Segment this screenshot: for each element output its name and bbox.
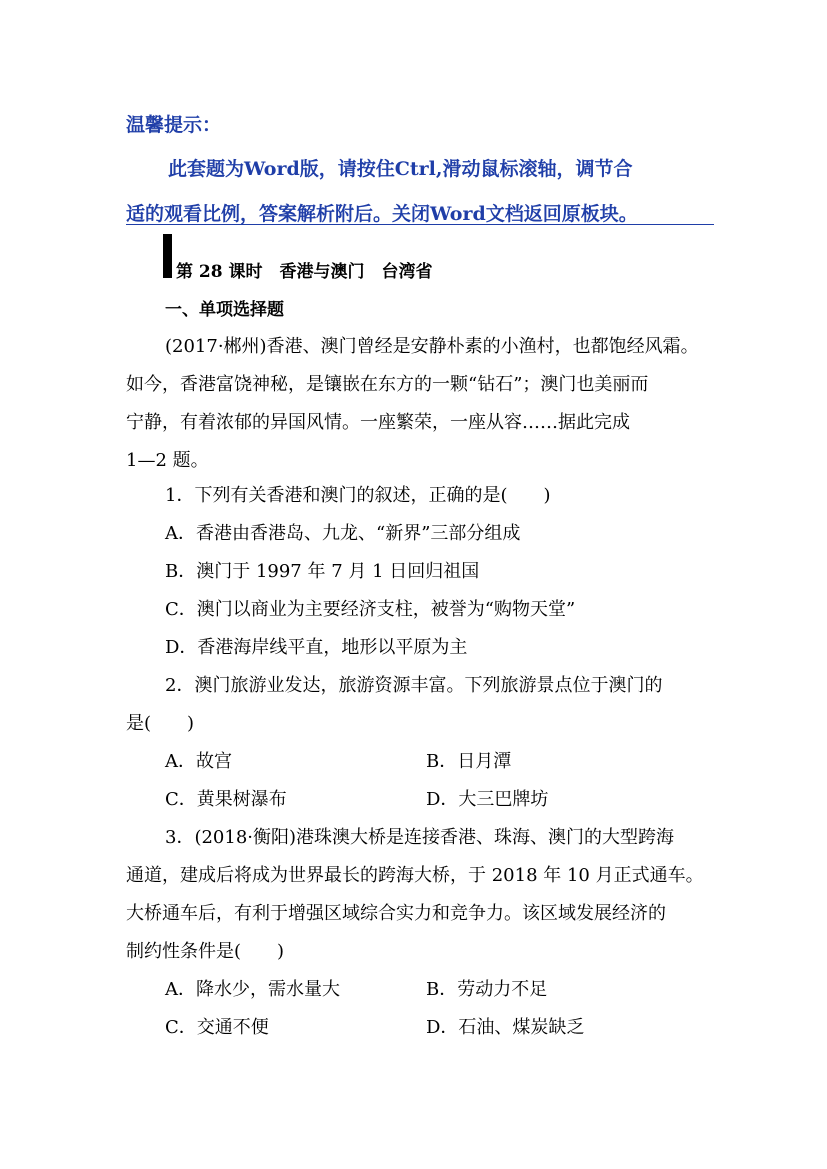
tip-line-1: 此套题为Word版，请按住Ctrl,滑动鼠标滚轴，调节合 <box>168 158 633 180</box>
q3-stem-line-1: 3．(2018·衡阳)港珠澳大桥是连接香港、珠海、澳门的大型跨海 <box>165 827 675 848</box>
q3-stem-line-2: 通道，建成后将成为世界最长的跨海大桥，于 2018 年 10 月正式通车。 <box>126 865 704 886</box>
section-heading: 一、单项选择题 <box>165 300 284 320</box>
q1-option-b: B．澳门于 1997 年 7 月 1 日回归祖国 <box>165 561 480 582</box>
tip-title: 温馨提示： <box>126 114 222 136</box>
q2-option-c: C．黄果树瀑布 <box>165 789 287 810</box>
q2-stem-line-2: 是( ) <box>126 713 195 734</box>
q3-option-c: C．交通不便 <box>165 1017 269 1038</box>
q1-option-c: C．澳门以商业为主要经济支柱，被誉为“购物天堂” <box>165 599 576 620</box>
q3-option-b: B．劳动力不足 <box>426 979 548 1000</box>
q3-option-a: A．降水少，需水量大 <box>165 979 340 1000</box>
q2-stem-line-1: 2．澳门旅游业发达，旅游资源丰富。下列旅游景点位于澳门的 <box>165 675 663 696</box>
q3-stem-line-3: 大桥通车后，有利于增强区域综合实力和竞争力。该区域发展经济的 <box>126 903 666 924</box>
tip-divider <box>126 224 714 225</box>
section-marker-bar <box>163 234 172 278</box>
lesson-title: 第 28 课时 香港与澳门 台湾省 <box>176 262 433 282</box>
q1-option-a: A．香港由香港岛、九龙、“新界”三部分组成 <box>165 523 521 544</box>
q3-stem-line-4: 制约性条件是( ) <box>126 941 285 962</box>
passage-line-3: 宁静，有着浓郁的异国风情。一座繁荣，一座从容……据此完成 <box>126 412 630 433</box>
tip-line-2: 适的观看比例，答案解析附后。关闭Word文档返回原板块。 <box>126 203 638 225</box>
q1-stem: 1．下列有关香港和澳门的叙述，正确的是( ) <box>165 485 551 506</box>
q2-option-b: B．日月潭 <box>426 751 512 772</box>
q1-option-d: D．香港海岸线平直，地形以平原为主 <box>165 637 468 658</box>
q2-option-a: A．故宫 <box>165 751 232 772</box>
passage-line-2: 如今，香港富饶神秘，是镶嵌在东方的一颗“钻石”；澳门也美丽而 <box>126 374 649 395</box>
q2-option-d: D．大三巴牌坊 <box>426 789 549 810</box>
passage-line-1: (2017·郴州)香港、澳门曾经是安静朴素的小渔村，也都饱经风霜。 <box>165 336 699 357</box>
q3-option-d: D．石油、煤炭缺乏 <box>426 1017 585 1038</box>
passage-line-4: 1—2 题。 <box>126 450 209 471</box>
